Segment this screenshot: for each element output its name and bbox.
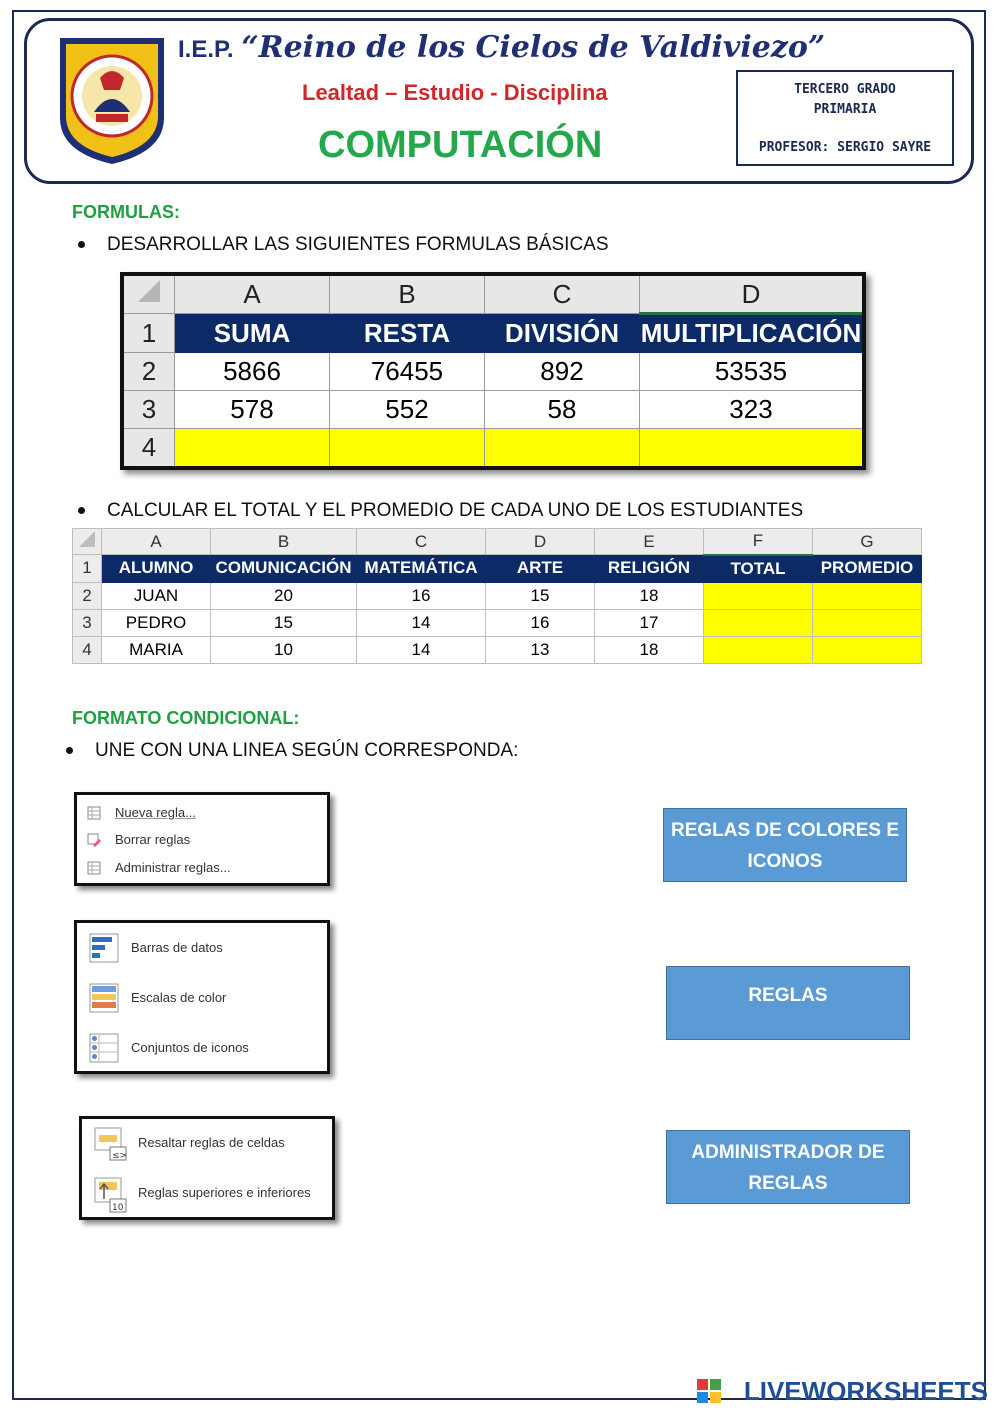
formulas-instruction-1: DESARROLLAR LAS SIGUIENTES FORMULAS BÁSICAS <box>78 234 609 256</box>
formulas-title: FORMULAS: <box>72 202 180 222</box>
header-promedio[interactable]: PROMEDIO <box>813 555 922 583</box>
col-header-b[interactable]: B <box>330 274 485 314</box>
grade-line-1: TERCERO GRADO <box>794 82 896 97</box>
grade-box <box>736 70 954 166</box>
grade-cell[interactable]: 18 <box>595 582 704 609</box>
school-title <box>178 30 825 65</box>
col-header-f[interactable]: F <box>704 529 813 555</box>
answer-box-colors-icons[interactable]: REGLAS DE COLORES E ICONOS <box>663 808 907 882</box>
total-answer-cell[interactable] <box>704 636 813 663</box>
menu-item-data-bars[interactable]: Barras de datos <box>131 940 223 955</box>
menu-item-color-scales[interactable]: Escalas de color <box>131 990 227 1005</box>
total-answer-cell[interactable] <box>704 582 813 609</box>
cell-b2[interactable]: 76455 <box>330 353 485 391</box>
svg-text:≤>: ≤> <box>112 1151 128 1161</box>
subject-title: COMPUTACIÓN <box>318 124 603 166</box>
student-name[interactable]: MARIA <box>102 636 211 663</box>
grade-cell[interactable]: 13 <box>486 636 595 663</box>
row-header-2[interactable]: 2 <box>73 582 102 609</box>
students-table <box>72 528 922 664</box>
menu-rules <box>79 1116 335 1220</box>
col-header-a[interactable]: A <box>102 529 211 555</box>
liveworksheets-brand: LIVEWORKSHEETS <box>743 1376 988 1406</box>
col-header-g[interactable]: G <box>813 529 922 555</box>
clear-rules-icon <box>87 833 101 847</box>
header-religion[interactable]: RELIGIÓN <box>595 555 704 583</box>
row-header-1[interactable]: 1 <box>122 314 175 353</box>
row-header-4[interactable]: 4 <box>73 636 102 663</box>
header-suma[interactable]: SUMA <box>175 314 330 353</box>
answer-box-rules-manager[interactable]: ADMINISTRADOR DE REGLAS <box>666 1130 910 1204</box>
grade-cell[interactable]: 14 <box>357 636 486 663</box>
menu-item-icon-sets[interactable]: Conjuntos de iconos <box>131 1040 249 1055</box>
corner-triangle-icon <box>136 278 162 304</box>
student-name[interactable]: PEDRO <box>102 609 211 636</box>
grade-cell[interactable]: 14 <box>357 609 486 636</box>
header-division[interactable]: DIVISIÓN <box>485 314 640 353</box>
new-rule-icon <box>87 806 101 820</box>
header-matematica[interactable]: MATEMÁTICA <box>357 555 486 583</box>
header-comunicacion[interactable]: COMUNICACIÓN <box>211 555 357 583</box>
cell-c3[interactable]: 58 <box>485 391 640 429</box>
cell-d2[interactable]: 53535 <box>640 353 865 391</box>
menu-manage-rules <box>74 792 330 886</box>
row-header-2[interactable]: 2 <box>122 353 175 391</box>
icon-sets-icon <box>89 1033 119 1063</box>
liveworksheets-logo-icon <box>696 1378 722 1404</box>
row-header-4[interactable]: 4 <box>122 429 175 469</box>
menu-item-new-rule[interactable]: Nueva regla... <box>115 805 196 820</box>
row-header-3[interactable]: 3 <box>73 609 102 636</box>
formato-instruction: UNE CON UNA LINEA SEGÚN CORRESPONDA: <box>66 740 518 762</box>
header-resta[interactable]: RESTA <box>330 314 485 353</box>
formato-title: FORMATO CONDICIONAL: <box>72 708 300 728</box>
select-all-corner[interactable] <box>73 529 102 555</box>
promedio-answer-cell[interactable] <box>813 582 922 609</box>
menu-color-icons <box>74 920 330 1074</box>
cell-b3[interactable]: 552 <box>330 391 485 429</box>
student-name[interactable]: JUAN <box>102 582 211 609</box>
grade-cell[interactable]: 15 <box>211 609 357 636</box>
formulas-instruction-2: CALCULAR EL TOTAL Y EL PROMEDIO DE CADA UNO DE LOS ESTUDIANTES <box>78 500 803 522</box>
menu-item-manage-rules[interactable]: Administrar reglas... <box>115 860 231 875</box>
answer-box-rules[interactable]: REGLAS <box>666 966 910 1040</box>
header-total[interactable]: TOTAL <box>704 555 813 583</box>
col-header-d[interactable]: D <box>486 529 595 555</box>
grade-cell[interactable]: 15 <box>486 582 595 609</box>
col-header-b[interactable]: B <box>211 529 357 555</box>
grade-line-2: PRIMARIA <box>813 102 877 117</box>
svg-text:10: 10 <box>112 1203 124 1213</box>
data-bars-icon <box>89 933 119 963</box>
school-name: “Reino de los Cielos de Valdiviezo” <box>241 30 826 65</box>
promedio-answer-cell[interactable] <box>813 636 922 663</box>
corner-triangle-icon <box>77 529 97 549</box>
promedio-answer-cell[interactable] <box>813 609 922 636</box>
grade-cell[interactable]: 10 <box>211 636 357 663</box>
row-header-3[interactable]: 3 <box>122 391 175 429</box>
basic-formulas-table <box>120 272 866 470</box>
grade-cell[interactable]: 17 <box>595 609 704 636</box>
col-header-a[interactable]: A <box>175 274 330 314</box>
color-scales-icon <box>89 983 119 1013</box>
answer-cell-a4[interactable] <box>175 429 330 469</box>
menu-item-highlight-cell-rules[interactable]: Resaltar reglas de celdas <box>138 1135 285 1150</box>
teacher-name: PROFESOR: SERGIO SAYRE <box>758 140 932 155</box>
col-header-d[interactable]: D <box>640 274 865 314</box>
answer-cell-b4[interactable] <box>330 429 485 469</box>
answer-cell-c4[interactable] <box>485 429 640 469</box>
answer-cell-d4[interactable] <box>640 429 865 469</box>
grade-cell[interactable]: 18 <box>595 636 704 663</box>
menu-item-clear-rules[interactable]: Borrar reglas <box>115 832 191 847</box>
cell-c2[interactable]: 892 <box>485 353 640 391</box>
top-bottom-rules-icon <box>94 1177 128 1213</box>
header-multiplicacion[interactable]: MULTIPLICACIÓN <box>640 314 865 353</box>
row-header-1[interactable]: 1 <box>73 555 102 583</box>
school-motto: Lealtad – Estudio - Disciplina <box>302 80 608 105</box>
col-header-c[interactable]: C <box>485 274 640 314</box>
school-abbrev: I.E.P. <box>178 36 234 63</box>
col-header-e[interactable]: E <box>595 529 704 555</box>
select-all-corner[interactable] <box>122 274 175 314</box>
grade-cell[interactable]: 16 <box>486 609 595 636</box>
manage-rules-icon <box>87 861 101 875</box>
cell-d3[interactable]: 323 <box>640 391 865 429</box>
col-header-c[interactable]: C <box>357 529 486 555</box>
grade-cell[interactable]: 20 <box>211 582 357 609</box>
total-answer-cell[interactable] <box>704 609 813 636</box>
cell-a2[interactable]: 5866 <box>175 353 330 391</box>
header-alumno[interactable]: ALUMNO <box>102 555 211 583</box>
grade-cell[interactable]: 16 <box>357 582 486 609</box>
highlight-cell-rules-icon <box>94 1127 128 1161</box>
menu-item-top-bottom-rules[interactable]: Reglas superiores e inferiores <box>138 1185 311 1200</box>
school-crest-icon <box>56 34 168 168</box>
header-arte[interactable]: ARTE <box>486 555 595 583</box>
cell-a3[interactable]: 578 <box>175 391 330 429</box>
